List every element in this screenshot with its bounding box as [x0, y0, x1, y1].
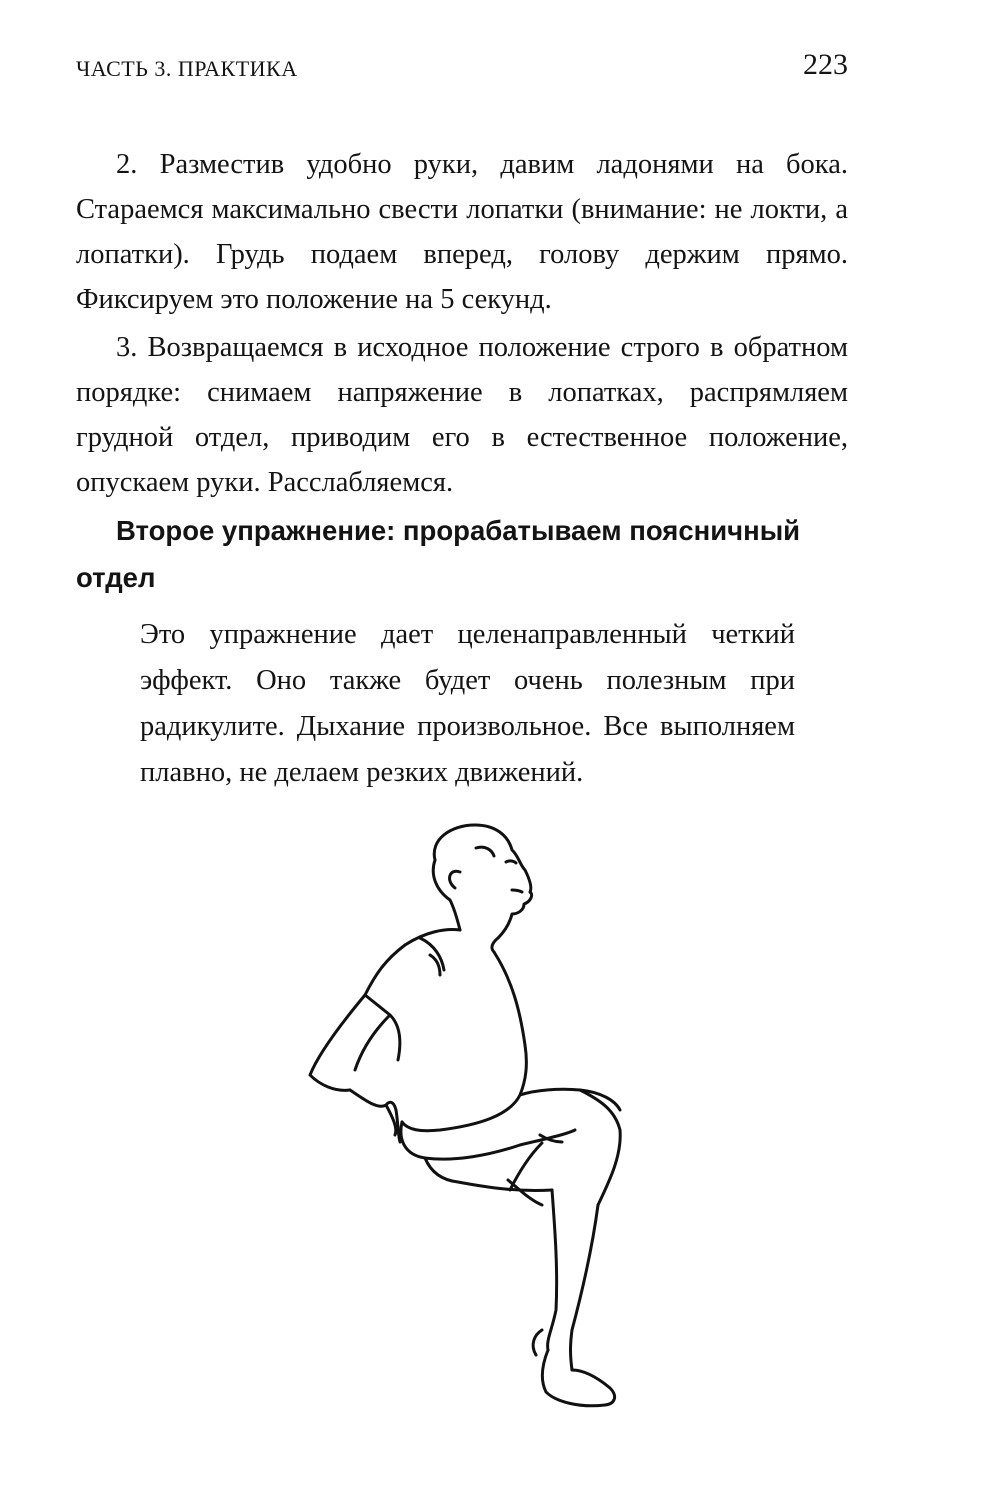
- calf-back: [548, 1190, 557, 1350]
- exercise-heading: Второе упражнение: прорабатываем поясничный отдел: [76, 515, 801, 593]
- eye: [506, 861, 516, 863]
- shirt-front: [402, 952, 526, 1131]
- upper-arm: [310, 995, 365, 1090]
- sleeve-fold: [420, 938, 444, 970]
- forearm: [350, 1090, 396, 1135]
- exercise-illustration: [280, 810, 660, 1430]
- shirt-back: [365, 945, 405, 1060]
- ear: [450, 871, 460, 888]
- hairline: [476, 847, 494, 856]
- step-2-paragraph: 2. Разместив удобно руки, давим ладонями на бока. Стараемся максимально свести лопатки (внимание: не локти, а лопатки). Грудь подаем вперед, голову держим прямо. Фиксируем это положение на 5 секунд.: [76, 149, 848, 315]
- upper-arm-inner: [355, 1015, 390, 1070]
- foot: [542, 1350, 614, 1406]
- mouth: [512, 890, 522, 892]
- shin-front: [571, 1205, 599, 1370]
- shorts-front: [510, 1143, 542, 1190]
- seated-man-exercise-illustration: [280, 810, 660, 1430]
- exercise-note: Это упражнение дает целенаправленный четкий эффект. Оно также будет очень полезным при радикулите. Дыхание произвольное. Все выполняем плавно, не делаем резких движений.: [140, 619, 795, 788]
- step-3-paragraph: 3. Возвращаемся в исходное положение строго в обратном порядке: снимаем напряжение в лопатках, распрямляем грудной отдел, приводим его в естественное положение, опускаем руки. Расслабляемся.: [76, 332, 848, 498]
- sleeve-fold-2: [430, 955, 440, 975]
- thigh-top: [580, 1090, 620, 1205]
- page-number: 223: [803, 48, 848, 81]
- inner-leg: [508, 1180, 542, 1205]
- neck-front: [492, 938, 498, 952]
- thigh-bottom: [425, 1158, 552, 1191]
- running-head: [76, 48, 848, 88]
- section-title: ЧАСТЬ 3. ПРАКТИКА: [76, 56, 298, 81]
- collar: [405, 930, 460, 945]
- heel: [533, 1330, 542, 1355]
